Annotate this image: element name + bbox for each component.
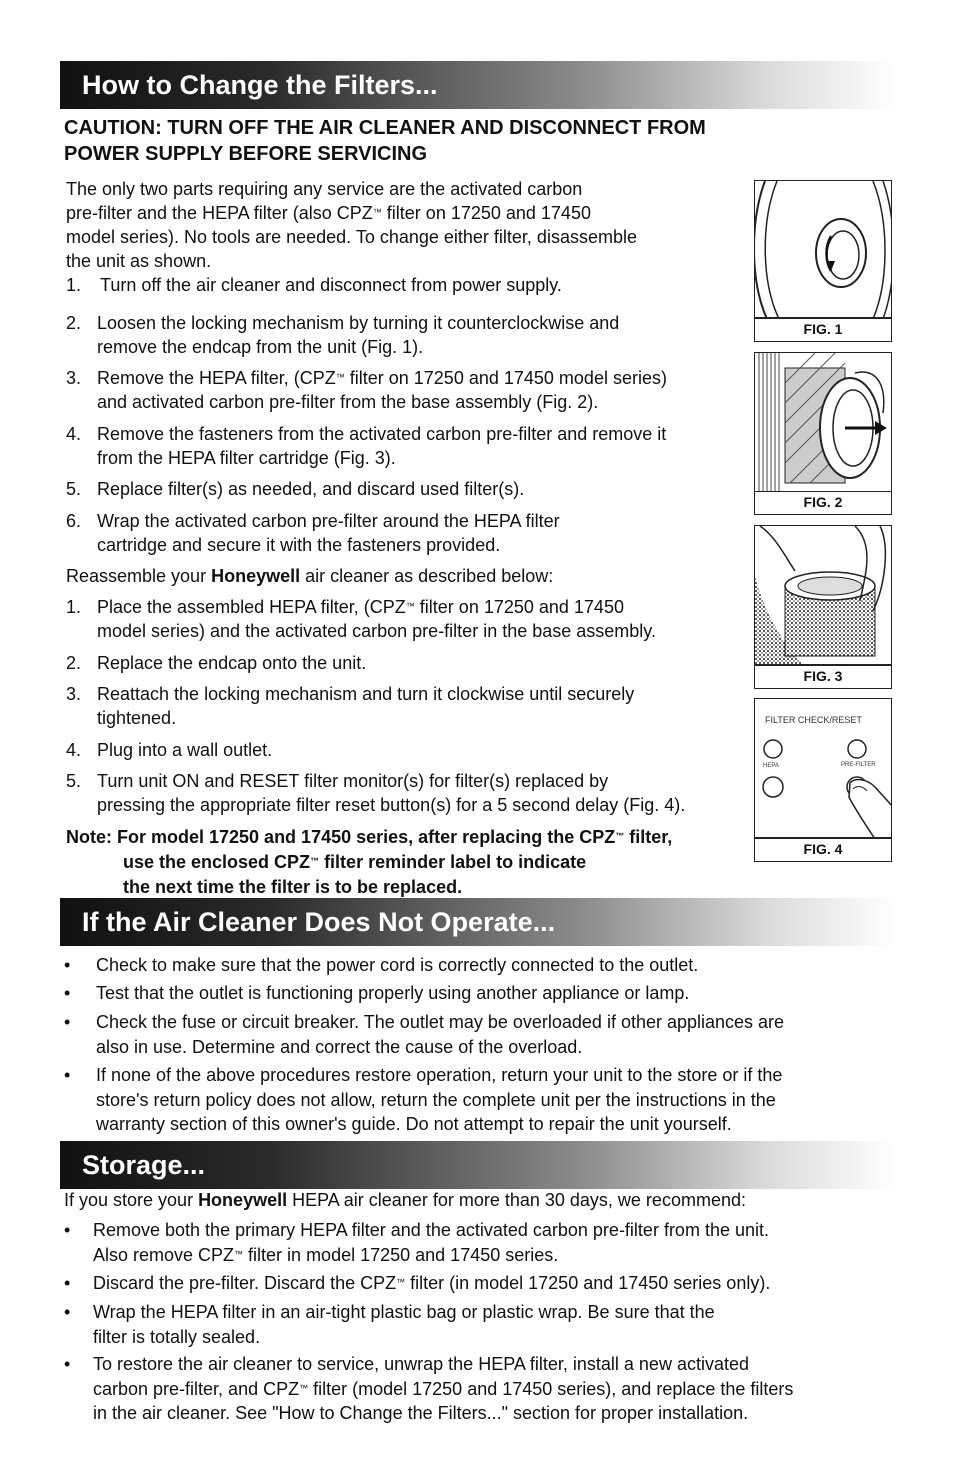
prefilter-label: PRE-FILTER (841, 762, 876, 768)
caution-line-2: POWER SUPPLY BEFORE SERVICING (64, 143, 428, 165)
brand-name: Honeywell (211, 566, 301, 586)
section-title-not-operate: If the Air Cleaner Does Not Operate... (60, 898, 896, 946)
fig-4-caption: FIG. 4 (754, 838, 892, 862)
fig-2-caption: FIG. 2 (754, 491, 892, 515)
hepa-reset-button (763, 777, 783, 797)
prefilter-drawing (755, 526, 892, 665)
fig-2-filter-removal-illustration (754, 352, 892, 492)
cpz-note: Note: For model 17250 and 17450 series, after replacing the CPZ™ filter, use the enclosed CPZ™ filter reminder label to indicate the next time the filter is to be replaced. (66, 827, 673, 897)
hepa-label: HEPA (763, 763, 779, 769)
fig-1-endcap-illustration (754, 180, 892, 318)
caution-notice (64, 115, 864, 167)
fig-3-prefilter-illustration (754, 525, 892, 665)
caution-line-1: CAUTION: TURN OFF THE AIR CLEANER AND DISCONNECT FROM (64, 117, 706, 139)
filter-removal-drawing (755, 353, 892, 492)
prefilter-reset-button-top (848, 740, 866, 758)
intro-line: the unit as shown. (66, 251, 212, 271)
endcap-drawing (755, 181, 892, 318)
finger-pressing-icon (849, 780, 892, 838)
fig-1-caption: FIG. 1 (754, 318, 892, 342)
reassemble-intro: Reassemble your Honeywell air cleaner as described below: (66, 566, 554, 586)
fig-4-filter-reset-panel (754, 698, 892, 838)
filter-check-reset-label: FILTER CHECK/RESET (765, 715, 862, 725)
section-title-change-filters: How to Change the Filters... (60, 61, 896, 109)
trademark: ™ (372, 207, 382, 217)
storage-intro: If you store your Honeywell HEPA air cleaner for more than 30 days, we recommend: (64, 1190, 746, 1210)
intro-line: The only two parts requiring any service are the activated carbon (66, 179, 583, 199)
intro-line: model series). No tools are needed. To change either filter, disassemble (66, 227, 637, 247)
fig-3-caption: FIG. 3 (754, 665, 892, 689)
hepa-reset-button-top (764, 740, 782, 758)
intro-line: pre-filter and the HEPA filter (also CPZ™ filter on 17250 and 17450 (66, 203, 591, 223)
brand-name: Honeywell (198, 1190, 288, 1210)
intro-paragraph (66, 177, 736, 273)
section-title-storage: Storage... (60, 1141, 896, 1189)
